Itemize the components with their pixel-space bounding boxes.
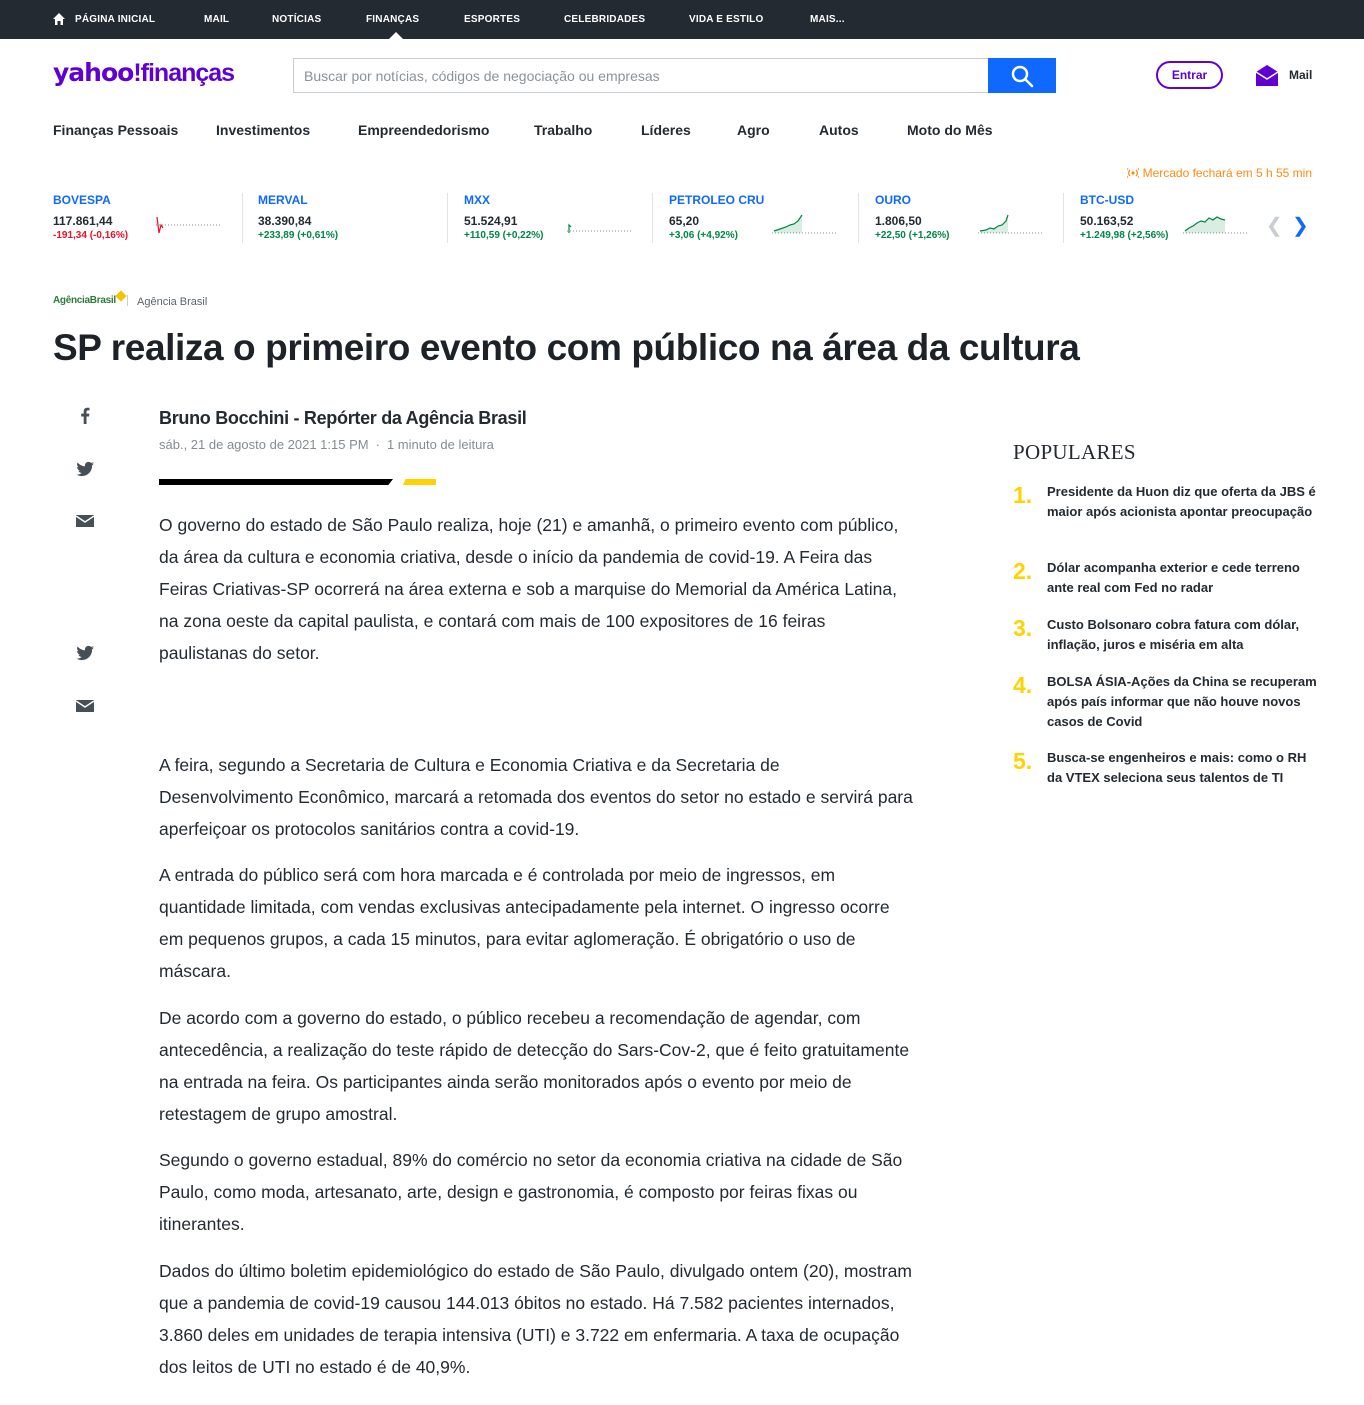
ticker-btc-usd[interactable] [1080, 193, 1270, 245]
mail-label[interactable]: Mail [1289, 68, 1313, 82]
provider-divider [127, 295, 128, 306]
twitter-icon[interactable] [75, 643, 95, 663]
subnav-item-entrepreneurship[interactable]: Empreendedorismo [358, 122, 490, 138]
ticker-merval[interactable] [258, 193, 448, 245]
market-status-text: Mercado fechará em 5 h 55 min [1142, 166, 1312, 180]
search-input[interactable] [293, 58, 989, 93]
subnav-item-agro[interactable]: Agro [737, 122, 770, 138]
logo-main: yahoo [53, 58, 134, 87]
logo-sub: finanças [140, 59, 235, 87]
meta-separator: · [375, 437, 380, 452]
popular-link[interactable]: Presidente da Huon diz que oferta da JBS é maior após acionista apontar preocupação [1047, 484, 1316, 519]
nav-item-home[interactable]: PÁGINA INICIAL [75, 14, 156, 25]
market-status [1127, 166, 1312, 180]
nav-item-more[interactable]: MAIS... [810, 14, 845, 25]
facebook-icon[interactable] [75, 406, 95, 426]
article-paragraph: Segundo o governo estadual, 89% do comércio no setor da economia criativa na cidade de São Paulo, como moda, artesanato, arte, design e gastronomia, é composto por feiras fixas ou itinerantes. [159, 1150, 903, 1234]
search-icon [1010, 64, 1034, 88]
nav-item-lifestyle[interactable]: VIDA E ESTILO [689, 14, 764, 25]
ticker-bovespa[interactable] [53, 193, 243, 245]
popular-rank: 4. [1013, 672, 1033, 698]
article-paragraph: A entrada do público será com hora marcada e é controlada por meio de ingressos, em quantidade limitada, com vendas exclusivas antecipadamente pela internet. O ingresso ocorre em pequenos grupos, a cada 15 minutos, para evitar aglomeração. É obrigatório o uso de máscara. [159, 865, 890, 981]
provider-logo-text: AgênciaBrasil [53, 295, 116, 306]
ticker-change: +233,89 (+0,61%) [258, 230, 339, 241]
subnav-item-autos[interactable]: Autos [819, 122, 859, 138]
nav-item-news[interactable]: NOTÍCIAS [272, 14, 322, 25]
mail-icon[interactable] [1254, 62, 1280, 88]
live-pulse-icon [1127, 168, 1139, 178]
popular-rank: 5. [1013, 748, 1033, 774]
flag-icon [115, 290, 126, 301]
subnav-item-moto[interactable]: Moto do Mês [907, 122, 993, 138]
popular-link[interactable]: Busca-se engenheiros e mais: como o RH da VTEX seleciona seus talentos de TI [1047, 750, 1307, 785]
sparkline-icon [156, 211, 220, 237]
article-headline: SP realiza o primeiro evento com público na área da cultura [53, 327, 1080, 368]
byline-rule-yellow [403, 479, 436, 485]
ticker-price: 1.806,50 [875, 214, 922, 228]
article-author: Bruno Bocchini - Repórter da Agência Brasil [159, 408, 527, 428]
sparkline-icon [567, 211, 631, 237]
ticker-symbol: BTC-USD [1080, 193, 1134, 207]
subnav-item-personal-finance[interactable]: Finanças Pessoais [53, 122, 179, 138]
ticker-divider [652, 193, 653, 243]
provider-name: Agência Brasil [137, 296, 208, 308]
home-icon [53, 13, 65, 25]
article-paragraph: Dados do último boletim epidemiológico do estado de São Paulo, divulgado ontem (20), mostram que a pandemia de covid-19 causou 144.013 óbitos no estado. Há 7.582 pacientes internados, 3.860 deles em unidades de terapia intensiva (UTI) e 3.722 em enfermaria. A taxa de ocupação dos leitos de UTI no estado é de 40,9%. [159, 1261, 912, 1377]
ticker-change: +22,50 (+1,26%) [875, 230, 950, 241]
article-paragraph: A feira, segundo a Secretaria de Cultura e Economia Criativa e da Secretaria de Desenvolvimento Econômico, marcará a retomada dos eventos do setor no estado e servirá para aperfeiçoar os protocolos sanitários contra a covid-19. [159, 755, 913, 839]
sparkline-icon [1183, 211, 1247, 237]
subnav-item-work[interactable]: Trabalho [534, 122, 593, 138]
ticker-price: 50.163,52 [1080, 214, 1134, 228]
mail-share-icon[interactable] [75, 696, 95, 716]
popular-rank: 2. [1013, 558, 1033, 584]
subnav-item-leaders[interactable]: Líderes [641, 122, 691, 138]
ticker-crude-oil[interactable] [669, 193, 859, 245]
article-read-time: 1 minuto de leitura [386, 437, 494, 452]
ticker-price: 51.524,91 [464, 214, 518, 228]
article-paragraph: De acordo com a governo do estado, o público recebeu a recomendação de agendar, com antecedência, a realização do teste rápido de detecção do Sars-Cov-2, que é feito gratuitamente na entrada na feira. Os participantes ainda serão monitorados após o evento por meio de retestagem de grupo amostral. [159, 1008, 910, 1124]
ticker-divider [447, 193, 448, 243]
subnav-item-investments[interactable]: Investimentos [216, 122, 311, 138]
ticker-symbol: BOVESPA [53, 193, 111, 207]
nav-item-finance[interactable]: FINANÇAS [366, 14, 420, 25]
popular-link[interactable]: Custo Bolsonaro cobra fatura com dólar, inflação, juros e miséria em alta [1047, 617, 1300, 652]
ticker-divider [242, 193, 243, 243]
popular-link[interactable]: Dólar acompanha exterior e cede terreno ante real com Fed no radar [1047, 560, 1300, 595]
ticker-change: -191,34 (-0,16%) [53, 230, 129, 241]
article-meta [159, 437, 494, 452]
popular-title: POPULARES [1013, 440, 1136, 464]
nav-item-celebrities[interactable]: CELEBRIDADES [564, 14, 646, 25]
ticker-symbol: MXX [464, 193, 491, 207]
agencia-brasil-logo[interactable] [53, 292, 125, 306]
ticker-price: 117.861,44 [53, 214, 113, 228]
article-date: sáb., 21 de agosto de 2021 1:15 PM [159, 437, 369, 452]
ticker-gold[interactable] [875, 193, 1065, 245]
ticker-divider [858, 193, 859, 243]
ticker-price: 65,20 [669, 214, 700, 228]
ticker-change: +1.249,98 (+2,56%) [1080, 230, 1169, 241]
ticker-next-arrow[interactable]: ❯ [1292, 215, 1309, 237]
logo-bang: ! [133, 59, 141, 87]
ticker-symbol: PETROLEO CRU [669, 193, 765, 207]
popular-link[interactable]: BOLSA ÁSIA-Ações da China se recuperam após país informar que não houve novos casos de Covid [1047, 674, 1317, 729]
ticker-symbol: OURO [875, 193, 911, 207]
popular-rank: 3. [1013, 615, 1033, 641]
search-button[interactable] [988, 58, 1056, 93]
yahoo-finance-logo[interactable] [53, 58, 234, 92]
top-navigation-bar [0, 0, 1364, 39]
ticker-symbol: MERVAL [258, 193, 308, 207]
ticker-price: 38.390,84 [258, 214, 312, 228]
ticker-change: +110,59 (+0,22%) [464, 230, 544, 241]
nav-item-sports[interactable]: ESPORTES [464, 14, 521, 25]
twitter-icon[interactable] [75, 459, 95, 479]
ticker-prev-arrow[interactable]: ❮ [1266, 215, 1283, 237]
sparkline-icon [772, 211, 836, 237]
nav-item-mail[interactable]: MAIL [204, 14, 230, 25]
mail-share-icon[interactable] [75, 511, 95, 531]
sparkline-icon [978, 211, 1042, 237]
ticker-divider [1063, 193, 1064, 243]
popular-rank: 1. [1013, 482, 1033, 508]
article-paragraph: O governo do estado de São Paulo realiza, hoje (21) e amanhã, o primeiro evento com público, da área da cultura e economia criativa, desde o início da pandemia de covid-19. A Feira das Feiras Criativas-SP ocorrerá na área externa e sob a marquise do Memorial da América Latina, na zona oeste da capital paulista, e contará com mais de 100 expositores de 16 feiras paulistanas do setor. [159, 515, 899, 663]
ticker-mxx[interactable] [464, 193, 654, 245]
signin-button[interactable]: Entrar [1156, 61, 1223, 89]
byline-rule-black [159, 479, 393, 485]
ticker-change: +3,06 (+4,92%) [669, 230, 738, 241]
active-nav-caret [389, 32, 403, 39]
